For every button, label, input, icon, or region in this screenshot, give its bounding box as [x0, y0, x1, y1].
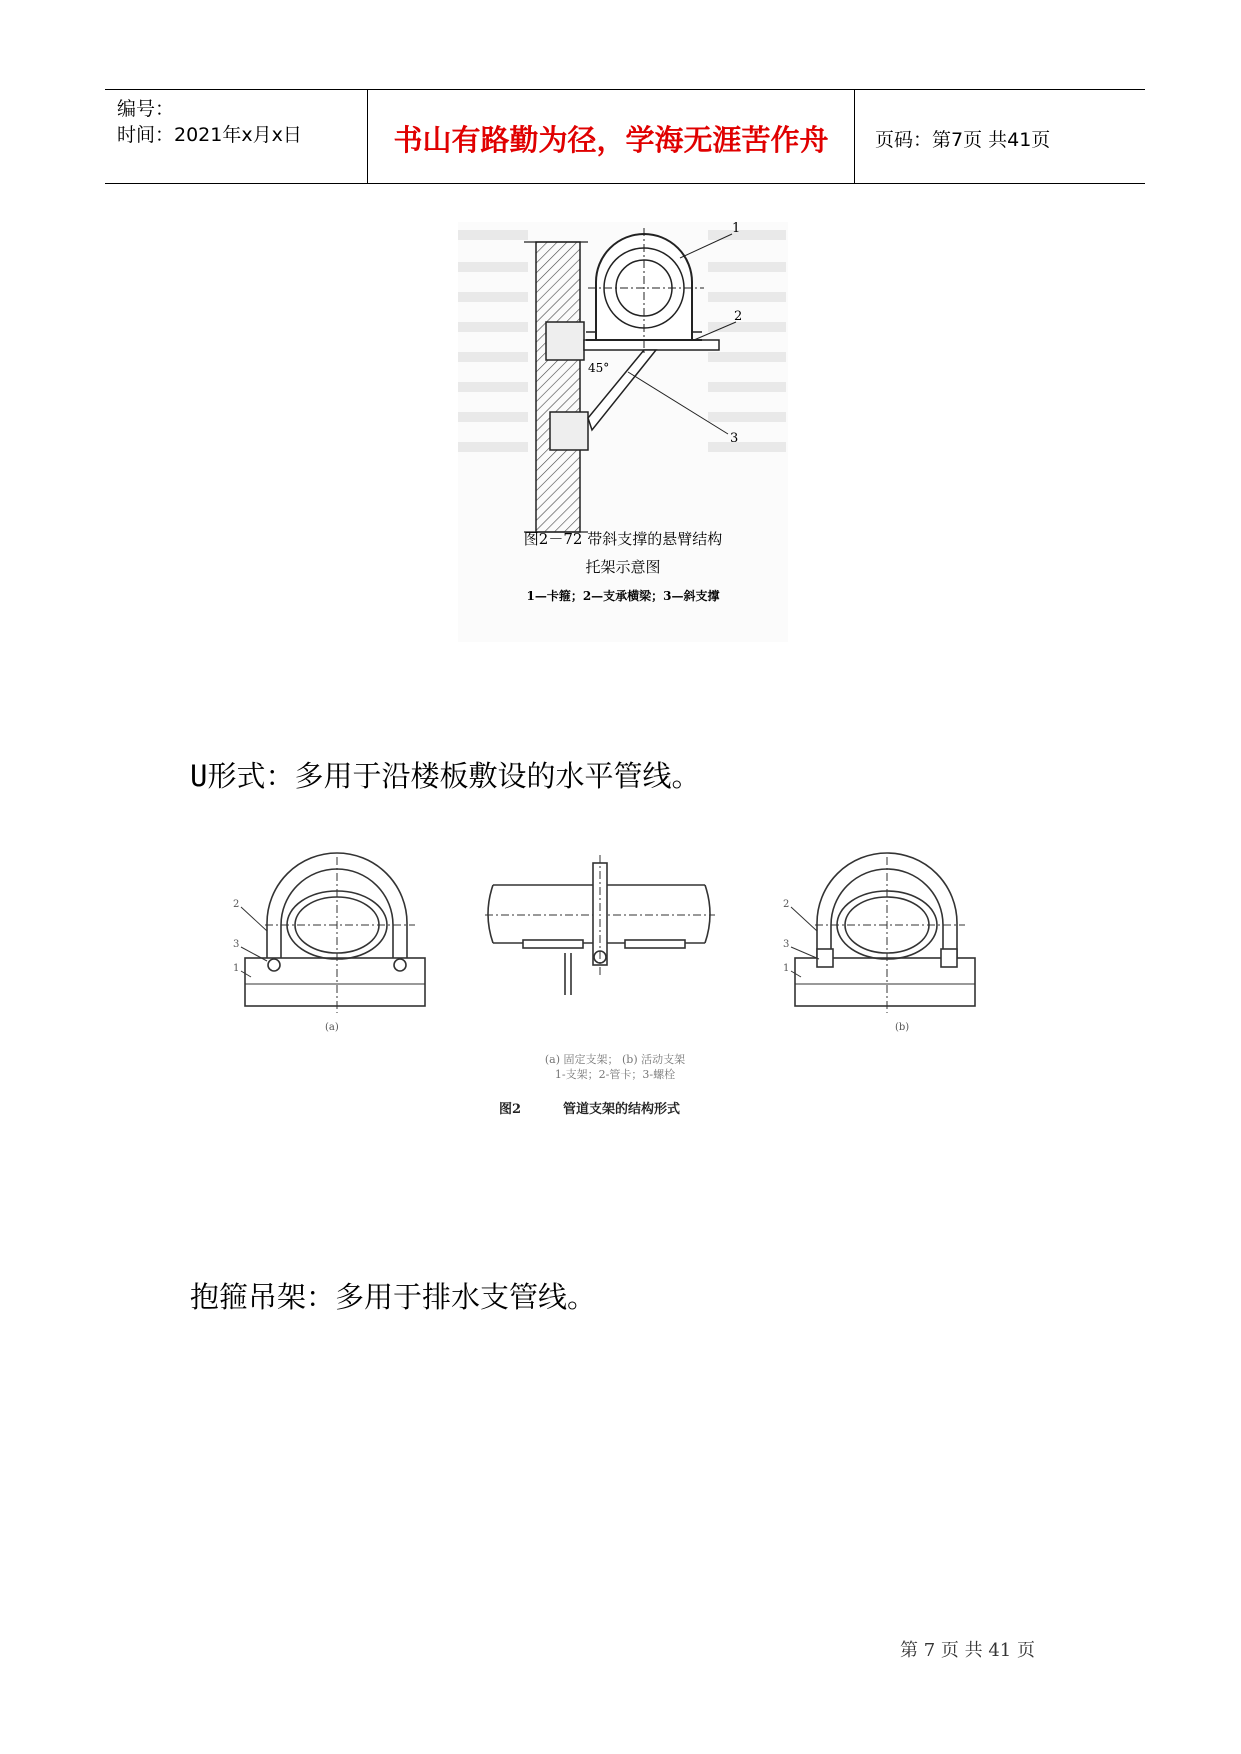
pipe-supports-drawing [205, 845, 1025, 1125]
support-a-label: (a) [325, 1022, 339, 1033]
header-left-cell [105, 90, 367, 183]
figure-cantilever-bracket [458, 222, 788, 642]
figure2-legend-line2: 1-支架；2-管卡；3-螺栓 [554, 1068, 676, 1081]
support-side-view [485, 855, 715, 995]
support-a-part-1: 1 [233, 963, 240, 974]
header-motto: 书山有路勤为径，学海无涯苦作舟 [393, 123, 829, 157]
doc-time-label: 时间：2021年x月x日 [117, 124, 302, 146]
page-footer: 第 7 页 共 41 页 [900, 1640, 1035, 1661]
paragraph-hoop-hanger: 抱箍吊架：多用于排水支管线。 [190, 1280, 597, 1314]
page-header [105, 89, 1145, 184]
figure-pipe-supports [205, 845, 1025, 1125]
support-a-part-2: 2 [233, 899, 240, 910]
figure1-caption-line1: 图2－72 带斜支撑的悬臂结构 [523, 530, 723, 548]
header-right-cell [855, 90, 1145, 183]
support-b-part-3: 3 [783, 939, 790, 950]
figure2-caption-text: 管道支架的结构形式 [563, 1102, 681, 1117]
support-beam [584, 340, 719, 350]
figure2-legend-line1: (a) 固定支架； (b) 活动支架 [544, 1053, 686, 1066]
header-motto-cell [367, 90, 855, 183]
label-3: 3 [730, 431, 739, 446]
support-b-part-1: 1 [783, 963, 790, 974]
label-2: 2 [734, 309, 743, 324]
label-1: 1 [732, 222, 741, 236]
upper-anchor-block [546, 322, 584, 360]
paragraph-u-form: U形式：多用于沿楼板敷设的水平管线。 [190, 759, 701, 793]
header-page-code: 页码：第7页 共41页 [875, 129, 1051, 151]
doc-number-label: 编号： [117, 98, 175, 120]
support-b-drawing [791, 853, 975, 1013]
figure1-caption-line3: 1—卡箍；2—支承横梁；3—斜支撑 [526, 589, 720, 603]
angle-label: 45° [588, 361, 610, 375]
wall-section [536, 242, 580, 532]
support-a-drawing [241, 853, 425, 1013]
support-b-part-2: 2 [783, 899, 790, 910]
lower-anchor-block [550, 412, 588, 450]
support-a-part-3: 3 [233, 939, 240, 950]
figure1-caption-line2: 托架示意图 [585, 558, 661, 576]
cantilever-bracket-drawing [458, 222, 788, 642]
figure2-caption-number: 图2 [499, 1102, 522, 1117]
support-b-label: (b) [895, 1022, 910, 1033]
